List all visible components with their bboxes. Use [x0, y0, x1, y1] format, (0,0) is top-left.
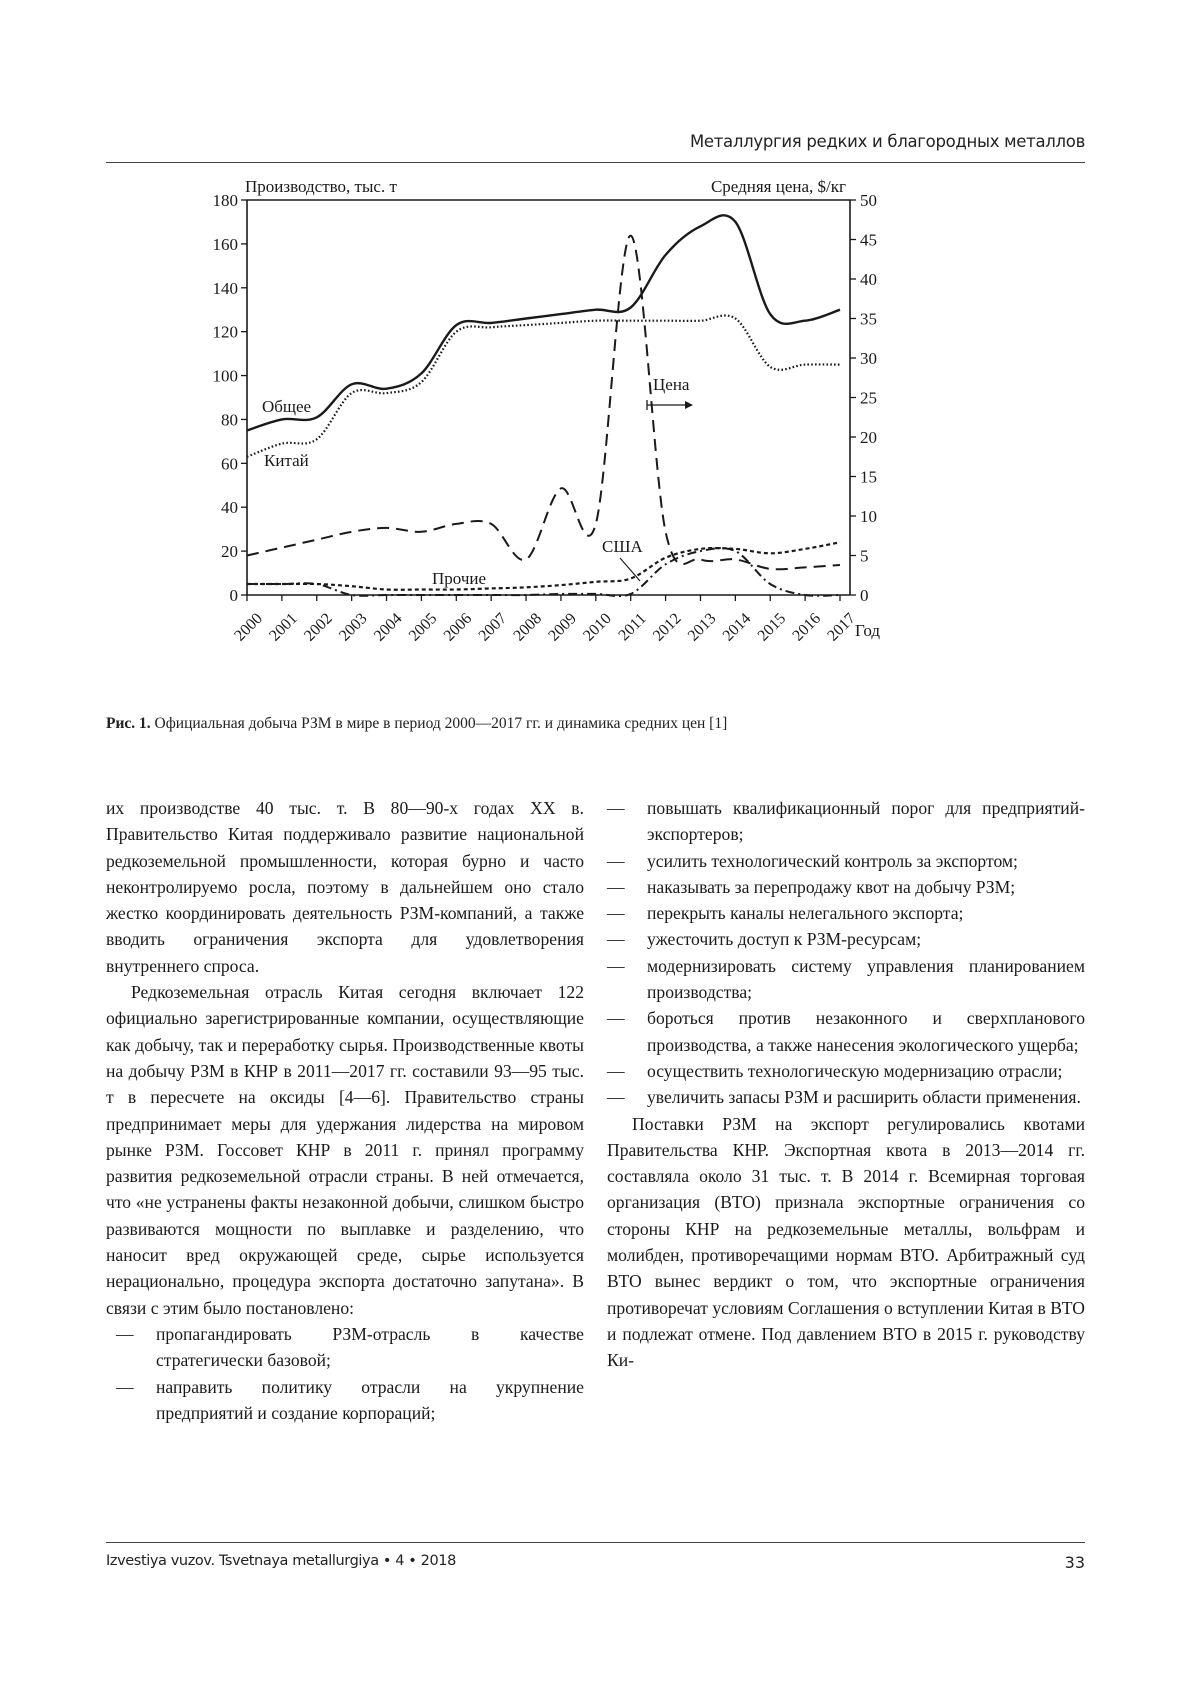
right-tick-label: 20	[860, 428, 877, 447]
paragraph: Редкоземельная отрасль Китая сегодня включает 122 официально зарегистрированные компании, осуществляющие как добычу, так и переработку сырья. Производственные квоты на добычу РЗМ в КНР в 2011—2017 гг. составили 93—95 тыс. т в пересчете на оксиды [4—6]. Правительство страны предпринимает меры для удержания лидерства на мировом рынке РЗМ. Госсовет КНР в 2011 г. принял программу развития редкоземельной отрасли страны. В ней отмечается, что «не устранены факты незаконной добычи, слишком быстро развиваются мощности по выплавке и разделению, что наносит вред окружающей среде, сырье используется нерационально, процедура экспорта достаточно запутана». В связи с этим было постановлено:	[106, 982, 584, 1318]
x-tick-label: 2017	[824, 609, 860, 645]
measures-list-right	[607, 795, 1085, 1111]
page-number: 33	[1064, 1553, 1085, 1572]
left-tick-label: 120	[212, 322, 238, 342]
right-axis-title: Средняя цена, $/кг	[710, 178, 846, 196]
list-item: — усилить технологический контроль за экспортом;	[627, 848, 1085, 874]
series-label: Цена	[653, 375, 690, 394]
x-tick-label: 2007	[475, 609, 511, 645]
paragraph: Поставки РЗМ на экспорт регулировались квотами Правительства КНР. Экспортная квота в 2013—2014 гг. составляла около 31 тыс. т. В 2014 г. Всемирная торговая организация (ВТО) признала экспортные ограничения со стороны КНР на редкоземельные металлы, вольфрам и молибден, противоречащими нормам ВТО. Арбитражный суд ВТО вынес вердикт о том, что экспортные ограничения противоречат условиям Соглашения о вступлении Китая в ВТО и подлежат отмене. Под давлением ВТО в 2015 г. руководству Ки-	[607, 1113, 1085, 1371]
paragraph: их производстве 40 тыс. т. В 80—90-х годах XX в. Правительство Китая поддерживало развитие национальной редкоземельной промышленности, которая бурно и часто неконтролируемо росла, поэтому в дальнейшем оно стало жестко координировать деятельность РЗМ-компаний, а также вводить ограничения экспорта для удовлетворения внутреннего спроса.	[106, 798, 584, 976]
figure-caption-label: Рис. 1.	[106, 715, 151, 732]
right-tick-label: 25	[860, 388, 877, 408]
x-axis-title: Год	[855, 621, 880, 640]
list-item: — пропагандировать РЗМ-отрасль в качестве стратегически базовой;	[136, 1321, 584, 1374]
right-tick-label: 15	[860, 467, 877, 487]
usa-leader-line	[620, 558, 640, 581]
x-tick-label: 2011	[615, 609, 650, 645]
left-tick-label: 80	[221, 410, 238, 430]
series-label: Прочие	[432, 569, 487, 588]
series-label: США	[602, 537, 643, 556]
x-tick-label: 2016	[789, 609, 825, 645]
left-tick-label: 140	[212, 278, 238, 298]
x-tick-label: 2004	[370, 609, 406, 645]
series-line-Цена	[247, 236, 840, 570]
x-tick-label: 2001	[266, 609, 301, 645]
right-tick-label: 35	[860, 309, 877, 329]
left-tick-label: 40	[221, 498, 238, 518]
series-line-Общее	[247, 215, 840, 430]
x-tick-label: 2009	[545, 609, 580, 645]
running-title: Металлургия редких и благородных металлов	[689, 132, 1085, 151]
list-item: — ужесточить доступ к РЗМ-ресурсам;	[627, 926, 1085, 952]
x-tick-label: 2002	[301, 609, 336, 645]
figure-caption-text: Официальная добыча РЗМ в мире в период 2000—2017 гг. и динамика средних цен [1]	[150, 715, 728, 732]
header-rule	[106, 162, 1085, 163]
series-line-США	[247, 548, 840, 596]
right-tick-label: 50	[860, 191, 877, 210]
list-dash: —	[607, 903, 625, 924]
list-dash: —	[607, 850, 625, 871]
left-column	[106, 795, 584, 1426]
series-layer	[247, 215, 840, 596]
left-tick-label: 100	[212, 366, 238, 386]
list-item: — наказывать за перепродажу квот на добычу РЗМ;	[627, 874, 1085, 900]
series-labels	[262, 375, 693, 588]
list-item: — осуществить технологическую модернизацию отрасли;	[627, 1058, 1085, 1084]
x-tick-label: 2012	[649, 609, 685, 645]
footer-rule	[106, 1542, 1085, 1543]
figure-caption	[106, 715, 1096, 733]
list-dash: —	[116, 1376, 134, 1397]
right-tick-label: 40	[860, 270, 877, 289]
x-tick-label: 2003	[336, 609, 371, 645]
left-tick-label: 60	[221, 454, 238, 474]
right-tick-label: 5	[860, 546, 869, 566]
list-dash: —	[116, 1323, 134, 1344]
list-item: — перекрыть каналы нелегального экспорта;	[627, 900, 1085, 926]
right-column	[607, 795, 1085, 1374]
right-tick-label: 30	[860, 349, 877, 368]
x-tick-label: 2005	[405, 609, 441, 645]
x-tick-label: 2000	[231, 609, 267, 645]
x-tick-label: 2015	[754, 609, 790, 645]
right-tick-label: 0	[860, 586, 869, 605]
list-item: — модернизировать систему управления планированием производства;	[627, 953, 1085, 1006]
x-tick-label: 2014	[719, 609, 755, 645]
left-tick-label: 20	[221, 542, 238, 562]
right-tick-label: 10	[860, 507, 877, 526]
series-label: Китай	[264, 451, 309, 470]
left-axis-title: Производство, тыс. т	[245, 178, 397, 196]
x-tick-label: 2010	[580, 609, 615, 645]
list-dash: —	[607, 876, 625, 897]
price-arrow-head-icon	[685, 401, 693, 409]
list-dash: —	[607, 929, 625, 950]
left-tick-label: 160	[212, 234, 238, 254]
left-tick-label: 0	[229, 586, 238, 605]
left-tick-label: 180	[212, 191, 238, 210]
list-dash: —	[607, 1087, 625, 1108]
list-item: — направить политику отрасли на укрупнение предприятий и создание корпораций;	[136, 1374, 584, 1427]
list-dash: —	[607, 1008, 625, 1029]
list-item: — повышать квалификационный порог для предприятий-экспортеров;	[627, 795, 1085, 848]
list-dash: —	[607, 1060, 625, 1081]
series-line-Китай	[247, 315, 840, 456]
list-dash: —	[607, 955, 625, 976]
list-item: — бороться против незаконного и сверхпланового производства, а также нанесения экологического ущерба;	[627, 1005, 1085, 1058]
x-tick-label: 2006	[440, 609, 476, 645]
production-price-chart	[150, 178, 980, 698]
journal-footer: Izvestiya vuzov. Tsvetnaya metallurgiya • 4 • 2018	[106, 1553, 456, 1569]
right-tick-label: 45	[860, 230, 877, 250]
series-label: Общее	[262, 397, 312, 416]
list-dash: —	[607, 798, 625, 818]
x-tick-label: 2013	[684, 609, 720, 645]
measures-list-left	[106, 1321, 584, 1426]
x-tick-label: 2008	[510, 609, 546, 645]
list-item: — увеличить запасы РЗМ и расширить области применения.	[627, 1084, 1085, 1110]
